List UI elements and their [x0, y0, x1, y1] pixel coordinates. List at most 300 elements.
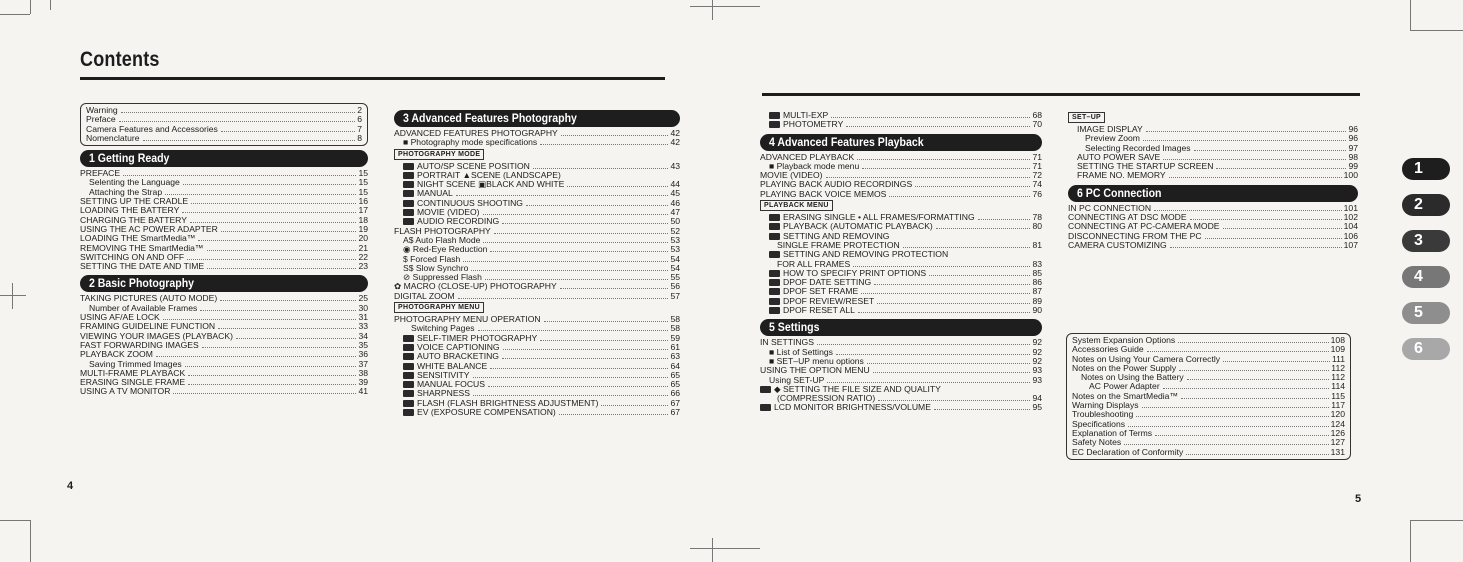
page-ref: 31 — [358, 312, 368, 323]
entry-title: USING THE OPTION MENU — [760, 365, 870, 376]
header-rule-right — [762, 93, 1360, 96]
dot-leader — [915, 186, 1030, 187]
entry-title: HOW TO SPECIFY PRINT OPTIONS — [769, 269, 926, 278]
entry-title: LOADING THE BATTERY — [80, 205, 180, 216]
mode-icon — [769, 270, 780, 277]
entry-title: Notes on the Power Supply — [1072, 362, 1177, 373]
entry-title: PLAYING BACK AUDIO RECORDINGS — [760, 179, 913, 190]
dot-leader — [478, 330, 669, 331]
entry-title: MANUAL FOCUS — [403, 380, 485, 389]
page-ref: 70 — [1032, 119, 1042, 130]
entry-title: IMAGE DISPLAY — [1077, 124, 1143, 134]
dot-leader — [191, 203, 356, 204]
page-ref: 65 — [670, 379, 680, 390]
entry-title: REMOVING THE SmartMedia™ — [80, 242, 204, 253]
dot-leader — [560, 288, 669, 289]
mode-icon — [769, 223, 780, 230]
entry-title: Nomenclature — [86, 132, 140, 143]
entry-title: ■ List of Settings — [769, 346, 833, 357]
dot-leader — [183, 184, 357, 185]
page-ref: 64 — [670, 360, 680, 371]
entry-title: FRAME NO. MEMORY — [1077, 170, 1166, 181]
page-ref: 80 — [1032, 221, 1042, 232]
entry-title: AUTO/SP SCENE POSITION — [403, 162, 530, 171]
dot-leader — [1223, 228, 1342, 229]
entry-title: Warning — [86, 105, 118, 115]
page-ref: 124 — [1330, 418, 1345, 429]
dot-leader — [889, 196, 1030, 197]
page-ref: 112 — [1331, 372, 1345, 383]
dot-leader — [485, 279, 669, 280]
entry-title: Saving Trimmed Images — [89, 358, 182, 369]
page-ref: 112 — [1331, 362, 1345, 373]
entry-title: Selecting Recorded Images — [1085, 142, 1191, 153]
entry-title: AUDIO RECORDING — [403, 217, 499, 226]
page-ref: 107 — [1343, 239, 1358, 250]
entry-title: Warning Displays — [1072, 400, 1139, 411]
entry-title: EC Declaration of Conformity — [1072, 446, 1184, 457]
dot-leader — [559, 414, 669, 415]
page-ref: 39 — [358, 377, 368, 388]
page-ref: 46 — [670, 197, 680, 208]
page-ref: 57 — [670, 290, 680, 301]
entry-title: MANUAL — [403, 189, 453, 198]
entry-title: ◆ SETTING THE FILE SIZE AND QUALITY — [760, 385, 941, 394]
page-ref: 21 — [358, 242, 368, 253]
page-ref: 54 — [670, 253, 680, 264]
page-ref: 83 — [1032, 258, 1042, 269]
entry-title: LCD MONITOR BRIGHTNESS/VOLUME — [760, 403, 931, 412]
page-ref: 47 — [670, 207, 680, 218]
page-ref: 58 — [670, 314, 680, 325]
dot-leader — [221, 231, 357, 232]
dot-leader — [488, 386, 668, 387]
page-ref: 76 — [1032, 188, 1042, 199]
dot-leader — [831, 117, 1030, 118]
section-title: 1 Getting Ready — [89, 151, 170, 166]
entry-title: Preface — [86, 114, 116, 125]
crop-mark — [712, 538, 713, 562]
dot-leader — [471, 270, 668, 271]
entry-title: Notes on Using Your Camera Correctly — [1072, 353, 1221, 364]
entry-title: ■ Playback mode menu — [769, 160, 860, 171]
subsection-label: PHOTOGRAPHY MODE — [394, 149, 484, 160]
mode-icon — [403, 335, 414, 342]
entry-title: CHARGING THE BATTERY — [80, 214, 187, 225]
dot-leader — [877, 303, 1030, 304]
page-ref: 86 — [1032, 277, 1042, 288]
toc-entry — [394, 292, 680, 301]
page-ref: 71 — [1032, 160, 1042, 171]
dot-leader — [867, 363, 1031, 364]
crop-mark — [1410, 0, 1411, 30]
dot-leader — [601, 405, 668, 406]
entry-title: Camera Features and Accessories — [86, 123, 218, 134]
entry-title: SETTING THE DATE AND TIME — [80, 261, 205, 272]
chapter-tab-5[interactable]: 5 — [1402, 302, 1450, 324]
crop-mark — [1410, 30, 1463, 31]
entry-title: PLAYBACK ZOOM — [80, 349, 153, 360]
entry-title: FRAMING GUIDELINE FUNCTION — [80, 321, 216, 332]
entry-title: PLAYBACK (AUTOMATIC PLAYBACK) — [769, 222, 933, 231]
mode-icon — [760, 404, 771, 411]
page-ref: 93 — [1032, 374, 1042, 385]
entry-title: ■ Photography mode specifications — [403, 137, 538, 148]
toc-entry — [760, 120, 1042, 129]
entry-title: MOVIE (VIDEO) — [403, 208, 480, 217]
dot-leader — [502, 223, 668, 224]
section-basic-photography — [80, 275, 368, 292]
crop-mark — [30, 0, 31, 14]
dot-leader — [490, 251, 668, 252]
page-ref: 18 — [358, 214, 368, 225]
entry-title: ERASING SINGLE • ALL FRAMES/FORMATTING — [769, 213, 975, 222]
dot-leader — [220, 300, 356, 301]
page-ref: 96 — [1348, 124, 1358, 134]
entry-title: SETTING AND REMOVING — [769, 232, 889, 241]
entry-title: PHOTOMETRY — [769, 120, 843, 129]
dot-leader — [473, 377, 669, 378]
section-getting-ready — [80, 150, 368, 167]
dot-leader — [1216, 168, 1346, 169]
page-ref: 52 — [670, 225, 680, 236]
dot-leader — [533, 168, 669, 169]
entry-title: System Expansion Options — [1072, 335, 1176, 345]
entry-title: USING AF/AE LOCK — [80, 312, 160, 323]
dot-leader — [473, 395, 668, 396]
entry-title: SETTING THE STARTUP SCREEN — [1077, 161, 1214, 172]
dot-leader — [903, 247, 1031, 248]
page-ref: 93 — [1032, 365, 1042, 376]
page-ref: 22 — [358, 251, 368, 262]
mode-icon — [769, 233, 780, 240]
entry-title: Safety Notes — [1072, 437, 1122, 448]
dot-leader — [1194, 150, 1347, 151]
dot-leader — [1124, 444, 1328, 445]
dot-leader — [1178, 342, 1328, 343]
mode-icon — [403, 400, 414, 407]
mode-icon — [403, 409, 414, 416]
entry-title: $ Forced Flash — [403, 253, 461, 264]
dot-leader — [1190, 219, 1342, 220]
page-ref: 89 — [1032, 295, 1042, 306]
page-number-right: 5 — [1355, 493, 1362, 505]
entry-title: ⊘ Suppressed Flash — [403, 272, 482, 283]
section-title: 3 Advanced Features Photography — [403, 111, 577, 125]
toc-entry — [80, 262, 368, 271]
entry-title: CONNECTING AT PC-CAMERA MODE — [1068, 221, 1220, 232]
dot-leader — [861, 293, 1030, 294]
toc-entry — [394, 138, 680, 147]
mode-icon — [403, 200, 414, 207]
dot-leader — [119, 121, 356, 122]
page-ref: 87 — [1032, 286, 1042, 297]
mode-icon — [403, 363, 414, 370]
dot-leader — [857, 159, 1030, 160]
page-ref: 53 — [670, 234, 680, 245]
page-ref: 8 — [357, 132, 362, 143]
page-ref: 6 — [357, 114, 362, 125]
entry-title: SENSITIVITY — [403, 371, 470, 380]
crop-mark — [712, 0, 713, 20]
entry-title: A$ Auto Flash Mode — [403, 234, 481, 245]
page-ref: 54 — [670, 262, 680, 273]
dot-leader — [874, 284, 1030, 285]
entry-title: (COMPRESSION RATIO) — [777, 393, 876, 404]
page-ref: 117 — [1331, 400, 1345, 411]
page-ref: 7 — [357, 123, 362, 134]
dot-leader — [526, 205, 668, 206]
dot-leader — [540, 144, 668, 145]
entry-title: ADVANCED PLAYBACK — [760, 151, 855, 162]
subsection-label: SET–UP — [1068, 112, 1105, 123]
dot-leader — [1186, 454, 1328, 455]
toc-entry — [760, 190, 1042, 199]
dot-leader — [123, 175, 356, 176]
dot-leader — [862, 168, 1030, 169]
mode-icon — [403, 190, 414, 197]
contents-column — [394, 106, 680, 417]
page-ref: 81 — [1032, 239, 1042, 250]
mode-icon — [769, 121, 780, 128]
dot-leader — [1181, 398, 1329, 399]
entry-title: FAST FORWARDING IMAGES — [80, 339, 199, 350]
page-ref: 126 — [1330, 427, 1345, 438]
dot-leader — [490, 368, 668, 369]
mode-icon — [403, 209, 414, 216]
dot-leader — [1147, 351, 1329, 352]
entry-title: ◉ Red-Eye Reduction — [403, 244, 488, 255]
page-ref: 59 — [670, 332, 680, 343]
entry-title: Attaching the Strap — [89, 186, 163, 197]
entry-title: DPOF REVIEW/RESET — [769, 297, 874, 306]
entry-title: Notes on Using the Battery — [1081, 372, 1184, 383]
page-ref: 17 — [358, 205, 368, 216]
entry-title: Troubleshooting — [1072, 409, 1134, 420]
chapter-tab-6[interactable]: 6 — [1402, 338, 1450, 360]
page-ref: 72 — [1032, 170, 1042, 181]
page-ref: 35 — [358, 339, 368, 350]
dot-leader — [826, 177, 1031, 178]
entry-title: IN PC CONNECTION — [1068, 202, 1152, 213]
page-ref: 109 — [1330, 344, 1345, 355]
entry-title: LOADING THE SmartMedia™ — [80, 233, 196, 244]
dot-leader — [221, 131, 355, 132]
chapter-tab-1[interactable]: 1 — [1402, 158, 1450, 180]
mode-icon — [403, 218, 414, 225]
dot-leader — [185, 366, 357, 367]
page-ref: 15 — [358, 168, 368, 179]
page-ref: 58 — [670, 323, 680, 334]
mode-icon — [403, 390, 414, 397]
crop-mark — [690, 6, 760, 7]
page-ref: 25 — [358, 293, 368, 304]
dot-leader — [1128, 426, 1329, 427]
page-ref: 33 — [358, 321, 368, 332]
page-ref: 92 — [1032, 355, 1042, 366]
dot-leader — [463, 261, 668, 262]
dot-leader — [929, 275, 1030, 276]
subsection-label: PHOTOGRAPHY MENU — [394, 302, 484, 313]
dot-leader — [858, 312, 1030, 313]
entry-title: VIEWING YOUR IMAGES (PLAYBACK) — [80, 330, 233, 341]
entry-title: IN SETTINGS — [760, 337, 814, 348]
dot-leader — [934, 409, 1031, 410]
entry-title: Specifications — [1072, 418, 1126, 429]
chapter-tab-3[interactable]: 3 — [1402, 230, 1450, 252]
dot-leader — [483, 242, 668, 243]
dot-leader — [236, 338, 356, 339]
page-ref: 104 — [1343, 221, 1358, 232]
page-ref: 67 — [670, 397, 680, 408]
entry-title: EV (EXPOSURE COMPENSATION) — [403, 408, 556, 417]
dot-leader — [1142, 407, 1330, 408]
dot-leader — [936, 228, 1031, 229]
mode-icon — [403, 353, 414, 360]
toc-entry — [80, 387, 368, 396]
entry-title: Notes on the SmartMedia™ — [1072, 390, 1179, 401]
dot-leader — [182, 212, 356, 213]
entry-title: CONTINUOUS SHOOTING — [403, 199, 523, 208]
dot-leader — [200, 310, 356, 311]
dot-leader — [878, 400, 1030, 401]
entry-title: S$ Slow Synchro — [403, 262, 469, 273]
dot-leader — [817, 344, 1030, 345]
page-ref: 56 — [670, 281, 680, 292]
entry-title: Using SET-UP — [769, 374, 825, 385]
toc-entry — [760, 403, 1042, 412]
entry-title: Selenting the Language — [89, 177, 180, 188]
entry-title: TAKING PICTURES (AUTO MODE) — [80, 293, 218, 304]
page-ref: 16 — [358, 196, 368, 207]
page-ref: 43 — [670, 160, 680, 171]
dot-leader — [207, 268, 356, 269]
page-ref: 20 — [358, 233, 368, 244]
crop-mark — [0, 14, 30, 15]
mode-icon — [769, 251, 780, 258]
dot-leader — [561, 135, 669, 136]
entry-title: CONNECTING AT DSC MODE — [1068, 212, 1187, 223]
dot-leader — [202, 347, 357, 348]
entry-title: DPOF RESET ALL — [769, 306, 855, 315]
crop-mark — [1410, 520, 1411, 562]
toc-entry — [760, 306, 1042, 315]
intro-box — [80, 103, 368, 146]
page-ref: 42 — [670, 137, 680, 148]
page-ref: 63 — [670, 351, 680, 362]
entry-title: Preview Zoom — [1085, 133, 1140, 144]
dot-leader — [1155, 435, 1329, 436]
page-ref: 45 — [670, 188, 680, 199]
entry-title: FOR ALL FRAMES — [777, 258, 851, 269]
dot-leader — [1179, 370, 1329, 371]
page-ref: 85 — [1032, 267, 1042, 278]
page-ref: 30 — [358, 302, 368, 313]
page-ref: 106 — [1343, 230, 1358, 241]
page-ref: 66 — [670, 388, 680, 399]
entry-title: WHITE BALANCE — [403, 362, 487, 371]
toc-entry — [1068, 171, 1358, 180]
entry-title: SETTING UP THE CRADLE — [80, 196, 189, 207]
appendix-box — [1066, 333, 1351, 460]
page-number-left: 4 — [67, 480, 74, 492]
page-ref: 38 — [358, 367, 368, 378]
toc-entry — [394, 408, 680, 417]
mode-icon — [769, 279, 780, 286]
dot-leader — [1223, 361, 1330, 362]
page-ref: 68 — [1032, 110, 1042, 120]
dot-leader — [503, 349, 669, 350]
page-ref: 50 — [670, 216, 680, 227]
entry-title: Number of Available Frames — [89, 302, 198, 313]
page-ref: 131 — [1330, 446, 1345, 457]
entry-title: AUTO BRACKETING — [403, 352, 499, 361]
page-ref: 37 — [358, 358, 368, 369]
contents-column — [1068, 111, 1358, 250]
crop-mark — [0, 520, 30, 521]
mode-icon — [403, 372, 414, 379]
entry-title: MOVIE (VIDEO) — [760, 170, 823, 181]
page-ref: 92 — [1032, 337, 1042, 348]
page-ref: 101 — [1343, 202, 1358, 213]
entry-title: MULTI-FRAME PLAYBACK — [80, 367, 186, 378]
page-ref: 23 — [358, 261, 368, 272]
dot-leader — [567, 186, 668, 187]
entry-title: PORTRAIT ▲SCENE (LANDSCAPE) — [403, 171, 561, 180]
dot-leader — [827, 382, 1030, 383]
entry-title: FLASH (FLASH BRIGHTNESS ADJUSTMENT) — [403, 399, 598, 408]
entry-title: NIGHT SCENE ▣BLACK AND WHITE — [403, 180, 564, 189]
page-ref: 44 — [670, 179, 680, 190]
dot-leader — [163, 319, 357, 320]
entry-title: DISCONNECTING FROM THE PC — [1068, 230, 1202, 241]
toc-entry — [1072, 448, 1345, 457]
page-ref: 99 — [1348, 161, 1358, 172]
section-advanced-playback — [760, 134, 1042, 151]
mode-icon — [403, 172, 414, 179]
section-pc-connection — [1068, 185, 1358, 202]
dot-leader — [1169, 177, 1342, 178]
dot-leader — [494, 233, 669, 234]
mode-icon — [769, 298, 780, 305]
page-ref: 55 — [670, 272, 680, 283]
chapter-tab-2[interactable]: 2 — [1402, 194, 1450, 216]
dot-leader — [1146, 131, 1347, 132]
chapter-tab-4[interactable]: 4 — [1402, 266, 1450, 288]
page-ref: 36 — [358, 349, 368, 360]
entry-title: SETTING AND REMOVING PROTECTION — [769, 250, 948, 259]
entry-title: FLASH PHOTOGRAPHY — [394, 225, 491, 236]
crop-mark — [690, 548, 760, 549]
contents-column — [1066, 333, 1351, 460]
contents-column — [80, 103, 368, 397]
entry-title: VOICE CAPTIONING — [403, 343, 500, 352]
mode-icon — [769, 307, 780, 314]
crop-mark — [50, 0, 51, 10]
page-ref: 71 — [1032, 151, 1042, 162]
entry-title: AUTO POWER SAVE — [1077, 151, 1161, 162]
mode-icon — [769, 112, 780, 119]
entry-title: CAMERA CUSTOMIZING — [1068, 239, 1167, 250]
page-ref: 115 — [1331, 390, 1345, 401]
page-ref: 114 — [1331, 381, 1345, 392]
crop-mark — [30, 520, 31, 562]
page-ref: 34 — [358, 330, 368, 341]
dot-leader — [483, 214, 669, 215]
page-ref: 97 — [1348, 142, 1358, 153]
dot-leader — [187, 259, 356, 260]
page-ref: 67 — [670, 407, 680, 418]
